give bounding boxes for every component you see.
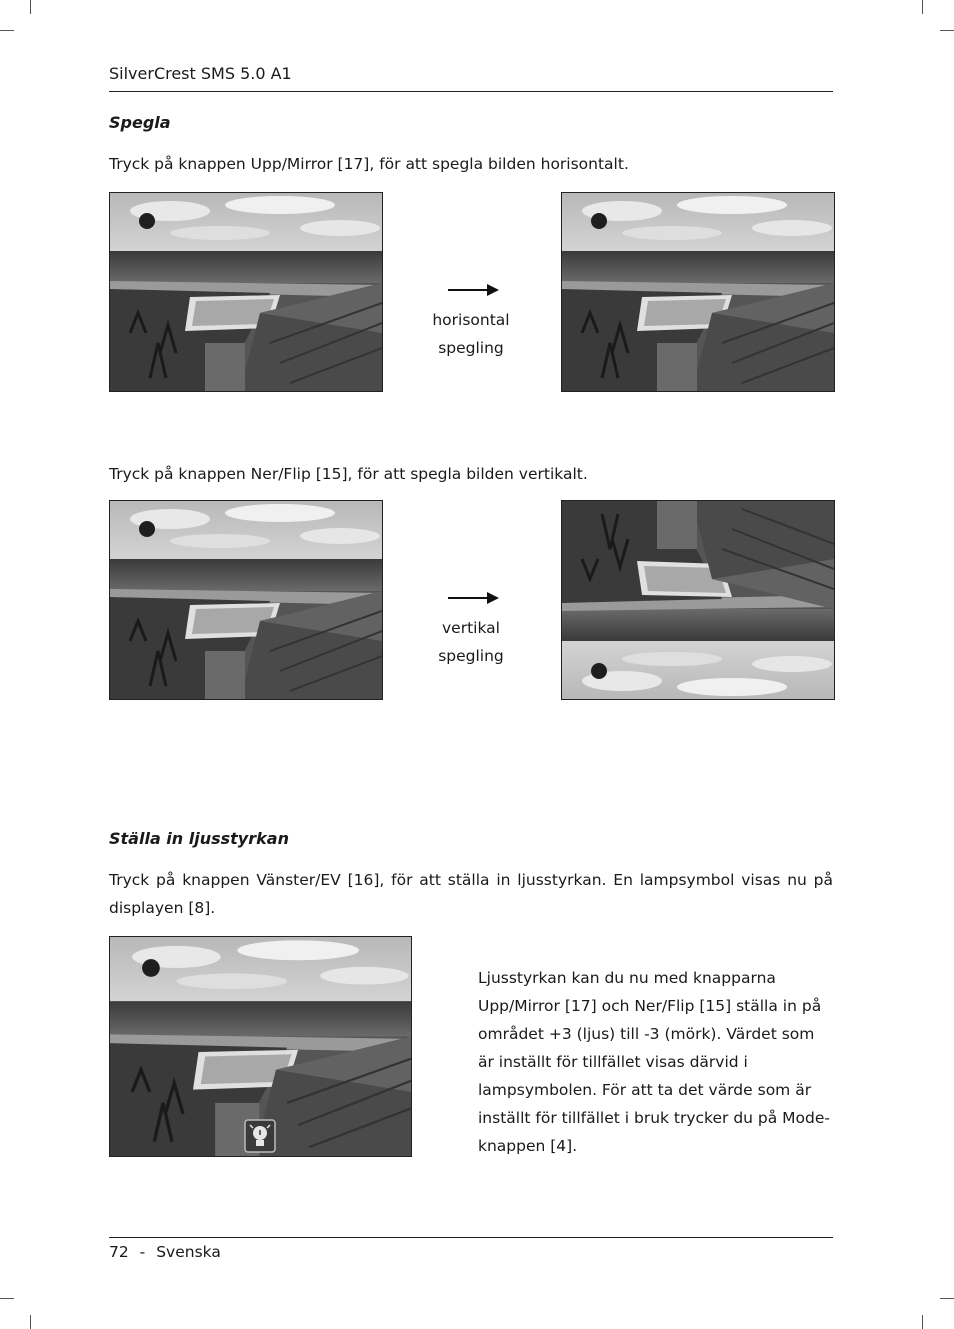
photo-brightness — [109, 936, 412, 1157]
footer-rule — [109, 1237, 833, 1238]
section-heading-mirror: Spegla — [109, 113, 171, 132]
photo-original — [109, 192, 383, 392]
photo-original-2 — [109, 500, 383, 700]
arrow-right-icon — [447, 591, 501, 605]
running-header: SilverCrest SMS 5.0 A1 — [109, 64, 292, 83]
header-rule — [109, 91, 833, 92]
lamp-icon — [244, 1119, 276, 1153]
arrow-caption-vertical — [401, 614, 541, 670]
footer-language: Svenska — [156, 1243, 221, 1261]
footer-separator: - — [139, 1243, 146, 1261]
section-heading-brightness: Ställa in ljusstyrkan — [109, 829, 289, 848]
mirror-intro-text: Tryck på knappen Upp/Mirror [17], för att spegla bilden horisontalt. — [109, 155, 629, 173]
caption-line-2: spegling — [438, 647, 504, 665]
arrow-right-icon — [447, 283, 501, 297]
page-footer — [109, 1243, 221, 1261]
caption-line-1: horisontal — [432, 311, 510, 329]
caption-line-1: vertikal — [442, 619, 500, 637]
photo-vertically-flipped — [561, 500, 835, 700]
arrow-caption-horizontal — [401, 306, 541, 362]
flip-intro-text: Tryck på knappen Ner/Flip [15], för att spegla bilden vertikalt. — [109, 465, 588, 483]
caption-line-2: spegling — [438, 339, 504, 357]
photo-horizontally-mirrored — [561, 192, 835, 392]
page-number: 72 — [109, 1243, 129, 1261]
brightness-description: Ljusstyrkan kan du nu med knapparna Upp/Mirror [17] och Ner/Flip [15] ställa in på området +3 (ljus) till -3 (mörk). Värdet som är inställt för tillfället visas därvid i lampsymbolen. För att ta det värde som är inställt för tillfället i bruk trycker du på Mode-knappen [4]. — [478, 969, 830, 1155]
brightness-intro-text: Tryck på knappen Vänster/EV [16], för att ställa in ljusstyrkan. En lampsymbol visas nu på displayen [8]. — [109, 871, 833, 917]
